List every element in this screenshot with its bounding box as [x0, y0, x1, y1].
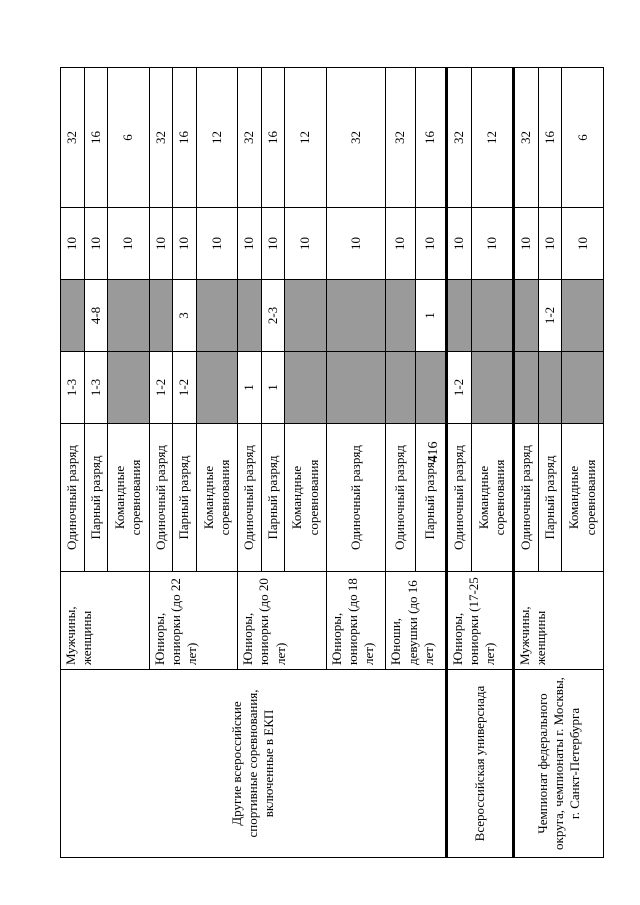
discipline-cell: Командные соревнования: [562, 424, 604, 572]
value-d-cell: 16: [415, 68, 446, 208]
age-category: Мужчины, женщины: [61, 572, 150, 670]
discipline-cell: Командные соревнования: [471, 424, 514, 572]
value-d-cell: 12: [196, 68, 238, 208]
place-b-cell: [61, 280, 85, 352]
age-category: Юниоры, юниорки (до 18 лет): [326, 572, 386, 670]
value-d-cell: 32: [238, 68, 262, 208]
value-c-cell: 10: [61, 208, 85, 280]
place-a-cell: 1-2: [173, 352, 197, 424]
value-c-cell: 10: [196, 208, 238, 280]
discipline-cell: Одиночный разряд: [149, 424, 173, 572]
value-c-cell: 10: [285, 208, 327, 280]
place-a-cell: [196, 352, 238, 424]
value-d-cell: 32: [326, 68, 386, 208]
value-c-cell: 10: [84, 208, 108, 280]
discipline-cell: Парный разряд: [173, 424, 197, 572]
place-b-cell: [196, 280, 238, 352]
place-a-cell: 1: [238, 352, 262, 424]
place-a-cell: [415, 352, 446, 424]
age-category: Мужчины, женщины: [514, 572, 604, 670]
place-b-cell: 3: [173, 280, 197, 352]
place-b-cell: 1-2: [538, 280, 562, 352]
place-a-cell: [514, 352, 539, 424]
place-a-cell: [562, 352, 604, 424]
place-b-cell: [326, 280, 386, 352]
discipline-cell: Одиночный разряд: [326, 424, 386, 572]
value-d-cell: 12: [285, 68, 327, 208]
discipline-cell: Парный разряд: [415, 424, 446, 572]
place-b-cell: [285, 280, 327, 352]
value-d-cell: 16: [261, 68, 285, 208]
place-b-cell: 1: [415, 280, 446, 352]
value-d-cell: 6: [562, 68, 604, 208]
qualification-table: [60, 67, 604, 858]
value-c-cell: 10: [173, 208, 197, 280]
rotated-table-frame: [60, 68, 604, 858]
place-a-cell: 1-2: [446, 352, 471, 424]
place-a-cell: [108, 352, 150, 424]
place-b-cell: 4-8: [84, 280, 108, 352]
place-b-cell: 2-3: [261, 280, 285, 352]
discipline-cell: Одиночный разряд: [446, 424, 471, 572]
value-d-cell: 32: [61, 68, 85, 208]
place-a-cell: [386, 352, 416, 424]
table-container: [60, 68, 604, 858]
place-b-cell: [238, 280, 262, 352]
place-b-cell: [386, 280, 416, 352]
place-b-cell: [562, 280, 604, 352]
value-d-cell: 32: [446, 68, 471, 208]
place-a-cell: [538, 352, 562, 424]
competition-name: Другие всероссийские спортивные соревнования, включенные в ЕКП: [61, 670, 447, 858]
discipline-cell: Одиночный разряд: [238, 424, 262, 572]
value-c-cell: 10: [386, 208, 416, 280]
place-a-cell: 1-3: [61, 352, 85, 424]
discipline-cell: Командные соревнования: [196, 424, 238, 572]
place-a-cell: [326, 352, 386, 424]
competition-name: Всероссийская универсиада: [446, 670, 513, 858]
value-d-cell: 32: [514, 68, 539, 208]
place-b-cell: [149, 280, 173, 352]
place-a-cell: 1-2: [149, 352, 173, 424]
value-d-cell: 16: [173, 68, 197, 208]
value-d-cell: 32: [386, 68, 416, 208]
place-b-cell: [471, 280, 514, 352]
value-d-cell: 32: [149, 68, 173, 208]
age-category: Юноши, девушки (до 16 лет): [386, 572, 447, 670]
discipline-cell: Одиночный разряд: [386, 424, 416, 572]
value-d-cell: 16: [538, 68, 562, 208]
discipline-cell: Парный разряд: [84, 424, 108, 572]
value-c-cell: 10: [514, 208, 539, 280]
place-a-cell: 1: [261, 352, 285, 424]
value-d-cell: 6: [108, 68, 150, 208]
value-c-cell: 10: [149, 208, 173, 280]
table-row: [61, 68, 85, 858]
discipline-cell: Одиночный разряд: [61, 424, 85, 572]
place-a-cell: [471, 352, 514, 424]
place-b-cell: [446, 280, 471, 352]
value-c-cell: 10: [538, 208, 562, 280]
value-c-cell: 10: [471, 208, 514, 280]
value-c-cell: 10: [261, 208, 285, 280]
discipline-cell: Одиночный разряд: [514, 424, 539, 572]
discipline-cell: Парный разряд: [261, 424, 285, 572]
value-c-cell: 10: [446, 208, 471, 280]
value-c-cell: 10: [326, 208, 386, 280]
value-c-cell: 10: [108, 208, 150, 280]
value-c-cell: 10: [238, 208, 262, 280]
table-row: [514, 68, 539, 858]
discipline-cell: Парный разряд: [538, 424, 562, 572]
value-c-cell: 10: [562, 208, 604, 280]
place-b-cell: [514, 280, 539, 352]
age-category: Юниоры, юниорки (до 22 лет): [149, 572, 238, 670]
place-a-cell: [285, 352, 327, 424]
value-d-cell: 16: [84, 68, 108, 208]
place-b-cell: [108, 280, 150, 352]
discipline-cell: Командные соревнования: [108, 424, 150, 572]
age-category: Юниоры, юниорки (17-25 лет): [446, 572, 513, 670]
age-category: Юниоры, юниорки (до 20 лет): [238, 572, 327, 670]
competition-name: Чемпионат федерального округа, чемпионаты г. Москвы, г. Санкт-Петербурга: [514, 670, 604, 858]
value-d-cell: 12: [471, 68, 514, 208]
table-body: [61, 68, 604, 858]
discipline-cell: Командные соревнования: [285, 424, 327, 572]
value-c-cell: 10: [415, 208, 446, 280]
place-a-cell: 1-3: [84, 352, 108, 424]
page-number: 416: [426, 441, 441, 463]
table-row: [446, 68, 471, 858]
